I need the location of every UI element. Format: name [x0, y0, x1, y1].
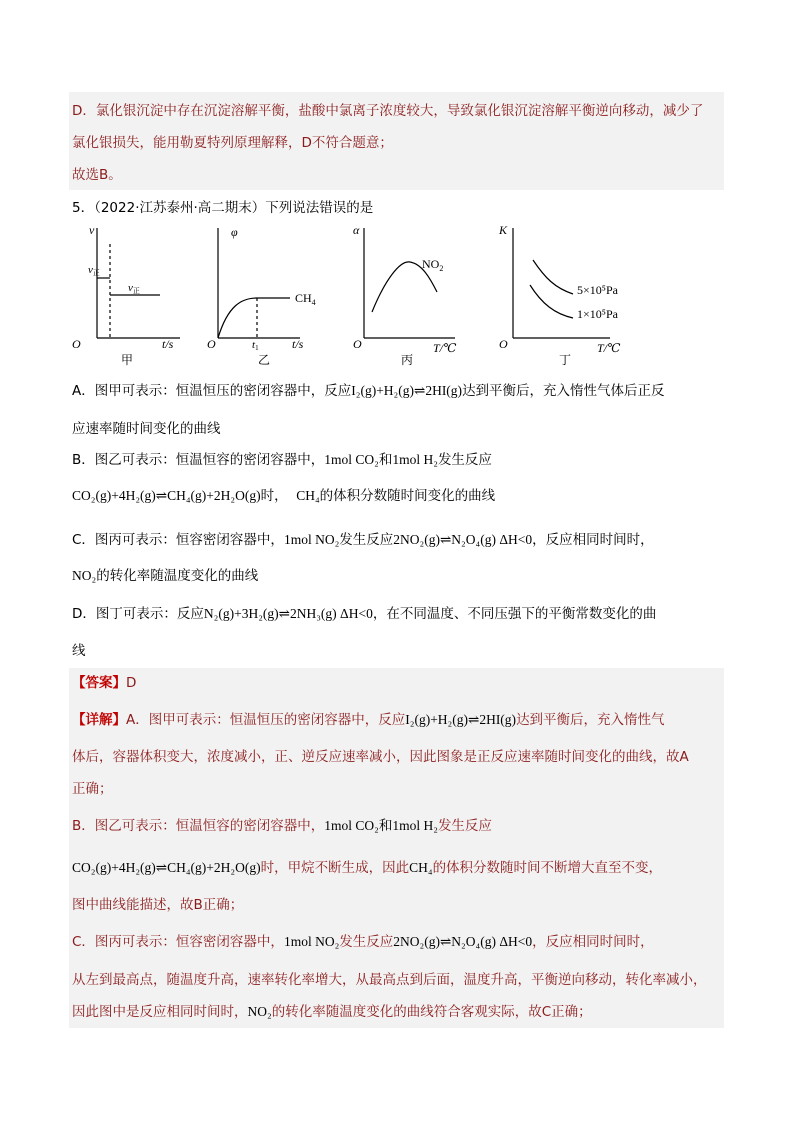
explain-b-line3: 图中曲线能描述，故B正确；	[72, 897, 244, 913]
yi-origin: O	[207, 337, 216, 351]
explain-c-line3: 因此图中是反应相同时间时，NO₂的转化率随温度变化的曲线符合客观实际，故C正确；	[72, 1004, 592, 1020]
ding-y-axis: K	[499, 223, 508, 237]
prev-d-line2: 氯化银损失，能用勒夏特列原理解释，D不符合题意；	[72, 135, 393, 151]
option-a-line1: A．图甲可表示：恒温恒压的密闭容器中，反应I₂(g)+H₂(g)⇌2HI(g)达到平衡后，充入惰性气体后正反	[72, 383, 665, 399]
yi-x-axis: t/s	[292, 337, 304, 351]
yi-tick: t1	[252, 339, 259, 352]
graph-jia	[97, 228, 180, 338]
explain-b-line1: B．图乙可表示：恒温恒容的密闭容器中，1mol CO₂和1mol H₂发生反应	[72, 818, 492, 834]
yi-y-axis: φ	[231, 225, 238, 239]
explain-c-line1: C．图丙可表示：恒容密闭容器中，1mol NO₂发生反应2NO₂(g)⇌N₂O₄(g) ΔH<0，反应相同时间时，	[72, 934, 654, 950]
prev-d-line1: D．氯化银沉淀中存在沉淀溶解平衡，盐酸中氯离子浓度较大，导致氯化银沉淀溶解平衡逆向移动，减少了	[72, 103, 704, 119]
option-c-line1: C．图丙可表示：恒容密闭容器中，1mol NO₂发生反应2NO₂(g)⇌N₂O₄(g) ΔH<0，反应相同时间时，	[72, 532, 654, 548]
option-d-line1: D．图丁可表示：反应N₂(g)+3H₂(g)⇌2NH₃(g) ΔH<0，在不同温度、不同压强下的平衡常数变化的曲	[72, 606, 657, 622]
ding-origin: O	[499, 337, 508, 351]
jia-label-after: v正	[128, 282, 140, 295]
bing-caption: 丙	[401, 353, 414, 367]
yi-curve-label: $CH_4$	[295, 291, 316, 307]
question-title: 5．（2022·江苏泰州·高二期末）下列说法错误的是	[72, 200, 374, 216]
ding-curve-top: 5×10⁵Pa	[577, 283, 618, 297]
option-d-line2: 线	[72, 643, 86, 659]
option-b-line2: CO₂(g)+4H₂(g)⇌CH₄(g)+2H₂O(g)时， CH₄的体积分数随时间变化的曲线	[72, 488, 496, 504]
option-b-line1: B．图乙可表示：恒温恒容的密闭容器中，1mol CO₂和1mol H₂发生反应	[72, 452, 492, 468]
ding-x-axis: T/℃	[597, 341, 621, 355]
graph-yi	[218, 228, 300, 338]
jia-label-before: v正	[88, 264, 100, 277]
jia-x-axis: t/s	[162, 337, 174, 351]
prev-conclusion: 故选B。	[72, 167, 122, 183]
bing-y-axis: α	[353, 223, 360, 237]
graphs-figure	[0, 220, 794, 370]
jia-y-axis: v	[89, 223, 95, 237]
explain-a-line2: 体后，容器体积变大，浓度减小，正、逆反应速率减小，因此图象是正反应速率随时间变化的曲线，故A	[72, 749, 689, 765]
explain-a-line3: 正确；	[72, 781, 113, 797]
bing-origin: O	[353, 337, 362, 351]
answer-line: 【答案】D	[72, 675, 137, 691]
bing-x-axis: T/℃	[433, 341, 457, 355]
ding-caption: 丁	[559, 353, 572, 367]
yi-caption: 乙	[258, 353, 271, 367]
explain-b-line2: CO₂(g)+4H₂(g)⇌CH₄(g)+2H₂O(g)时，甲烷不断生成，因此CH₄的体积分数随时间不断增大直至不变，	[72, 860, 663, 876]
explain-c-line2: 从左到最高点，随温度升高，速率转化率增大，从最高点到后面，温度升高，平衡逆向移动，转化率减小，	[72, 972, 707, 988]
graph-bing	[364, 228, 455, 338]
option-c-line2: NO₂的转化率随温度变化的曲线	[72, 568, 259, 584]
explain-a-line1: 【详解】A．图甲可表示：恒温恒压的密闭容器中，反应I₂(g)+H₂(g)⇌2HI(g)达到平衡后，充入惰性气	[72, 712, 665, 728]
option-a-line2: 应速率随时间变化的曲线	[72, 421, 221, 437]
bing-curve-label: $NO_2$	[422, 257, 444, 273]
jia-origin: O	[72, 337, 81, 351]
ding-curve-bottom: 1×10⁵Pa	[577, 307, 618, 321]
jia-caption: 甲	[121, 353, 134, 367]
